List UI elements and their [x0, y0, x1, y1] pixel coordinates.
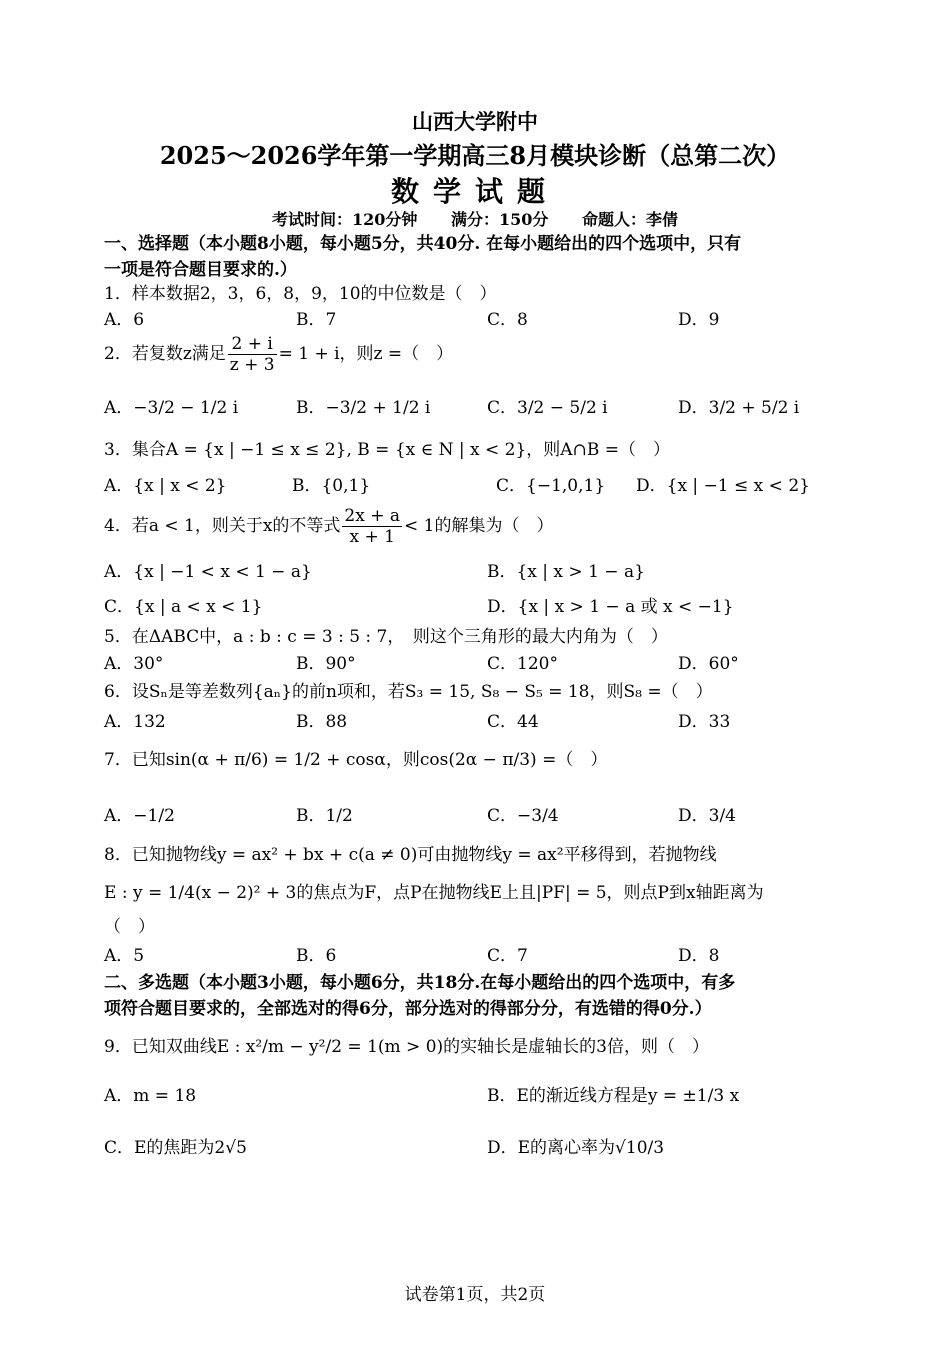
q7-option-a: A．−1/2	[104, 806, 175, 826]
q4-stem: 4．若a < 1，则关于x的不等式 $\frac{2x + a}{x + 1}$ < 1的解集为（ ）	[104, 506, 554, 547]
author: 命题人：李倩	[581, 210, 678, 229]
q5-option-c: C．120°	[487, 654, 558, 674]
q1-stem: 1．样本数据2，3，6，8，9，10的中位数是（ ）	[104, 284, 497, 304]
q1-option-c: C．8	[487, 310, 528, 330]
q4-fraction: $\frac{2x + a}{x + 1}$	[344, 506, 400, 547]
q6-option-d: D．33	[678, 712, 731, 732]
q9-option-c: C．E的焦距为2√5	[104, 1138, 247, 1158]
q4-option-c: C．{x | a < x < 1}	[104, 597, 263, 617]
q9-option-d: D．E的离心率为√10/3	[487, 1138, 665, 1158]
q4-option-b: B．{x | x > 1 − a}	[487, 562, 645, 582]
q4-option-a: A．{x | −1 < x < 1 − a}	[104, 562, 312, 582]
q4-option-d: D．{x | x > 1 − a 或 x < −1}	[487, 597, 734, 617]
exam-info	[0, 207, 950, 230]
q9-option-b: B．E的渐近线方程是y = ±1/3 x	[487, 1086, 740, 1106]
section2-heading: 二、多选题（本小题3小题，每小题6分，共18分.在每小题给出的四个选项中，有多 项符合题目要求的，全部选对的得6分，部分选对的得部分分，有选错的得0分.）	[104, 973, 736, 1019]
q5-option-a: A．30°	[104, 654, 164, 674]
q7-option-d: D．3/4	[678, 806, 736, 826]
q9-option-a: A．m = 18	[104, 1086, 197, 1106]
q8-option-b: B．6	[296, 946, 337, 966]
q2-fraction: $\frac{2 + i}{z + 3}$	[229, 334, 275, 375]
q2-option-a: A．−3/2 − 1/2 i	[104, 398, 239, 418]
q1-option-a: A．6	[104, 310, 145, 330]
q6-option-c: C．44	[487, 712, 539, 732]
q2-option-b: B．−3/2 + 1/2 i	[296, 398, 431, 418]
q5-stem: 5．在ΔABC中，a : b : c = 3 : 5 : 7， 则这个三角形的最大内角为（ ）	[104, 627, 668, 647]
subject-title: 数学试题	[390, 175, 559, 208]
q7-option-b: B．1/2	[296, 806, 353, 826]
q5-option-d: D．60°	[678, 654, 739, 674]
section1-heading: 一、选择题（本小题8小题，每小题5分，共40分. 在每小题给出的四个选项中，只有 一项是符合题目要求的.）	[104, 234, 742, 280]
q8-line3: （ ）	[104, 917, 155, 937]
school-name: 山西大学附中	[412, 109, 538, 134]
q6-option-a: A．132	[104, 712, 166, 732]
q5-option-b: B．90°	[296, 654, 356, 674]
q7-stem: 7．已知sin(α + π/6) = 1/2 + cosα，则cos(2α − π/3) =（ ）	[104, 750, 608, 770]
q7-option-c: C．−3/4	[487, 806, 559, 826]
q1-option-d: D．9	[678, 310, 720, 330]
q8-option-d: D．8	[678, 946, 720, 966]
q3-option-c: C．{−1,0,1}	[496, 476, 606, 496]
exam-title: 2025～2026学年第一学期高三8月模块诊断（总第二次）	[159, 141, 791, 170]
q8-option-a: A．5	[104, 946, 145, 966]
page-footer: 试卷第1页，共2页	[404, 1285, 546, 1305]
q3-option-b: B．{0,1}	[292, 476, 371, 496]
q8-option-c: C．7	[487, 946, 528, 966]
q1-option-b: B．7	[296, 310, 337, 330]
q8-line1: 8．已知抛物线y = ax² + bx + c(a ≠ 0)可由抛物线y = ax²平移得到，若抛物线	[104, 845, 717, 865]
q3-option-d: D．{x | −1 ≤ x < 2}	[636, 476, 810, 496]
q3-option-a: A．{x | x < 2}	[104, 476, 227, 496]
q2-option-c: C．3/2 − 5/2 i	[487, 398, 608, 418]
q9-stem: 9．已知双曲线E : x²/m − y²/2 = 1(m > 0)的实轴长是虚轴长的3倍，则（ ）	[104, 1037, 709, 1057]
q6-option-b: B．88	[296, 712, 348, 732]
q2-option-d: D．3/2 + 5/2 i	[678, 398, 800, 418]
q8-line2: E : y = 1/4(x − 2)² + 3的焦点为F，点P在抛物线E上且|PF| = 5，则点P到x轴距离为	[104, 883, 764, 903]
q6-stem: 6．设Sₙ是等差数列{aₙ}的前n项和，若S₃ = 15, S₈ − S₅ = 18，则S₈ =（ ）	[104, 682, 713, 702]
exam-time: 考试时间：120分钟	[272, 210, 418, 229]
q3-stem: 3．集合A = {x | −1 ≤ x ≤ 2}, B = {x ∈ N | x < 2}，则A∩B =（ ）	[104, 440, 670, 460]
q2-stem: 2．若复数z满足 $\frac{2 + i}{z + 3}$ = 1 + i，则z =（ ）	[104, 334, 454, 375]
full-score: 满分：150分	[450, 210, 549, 229]
